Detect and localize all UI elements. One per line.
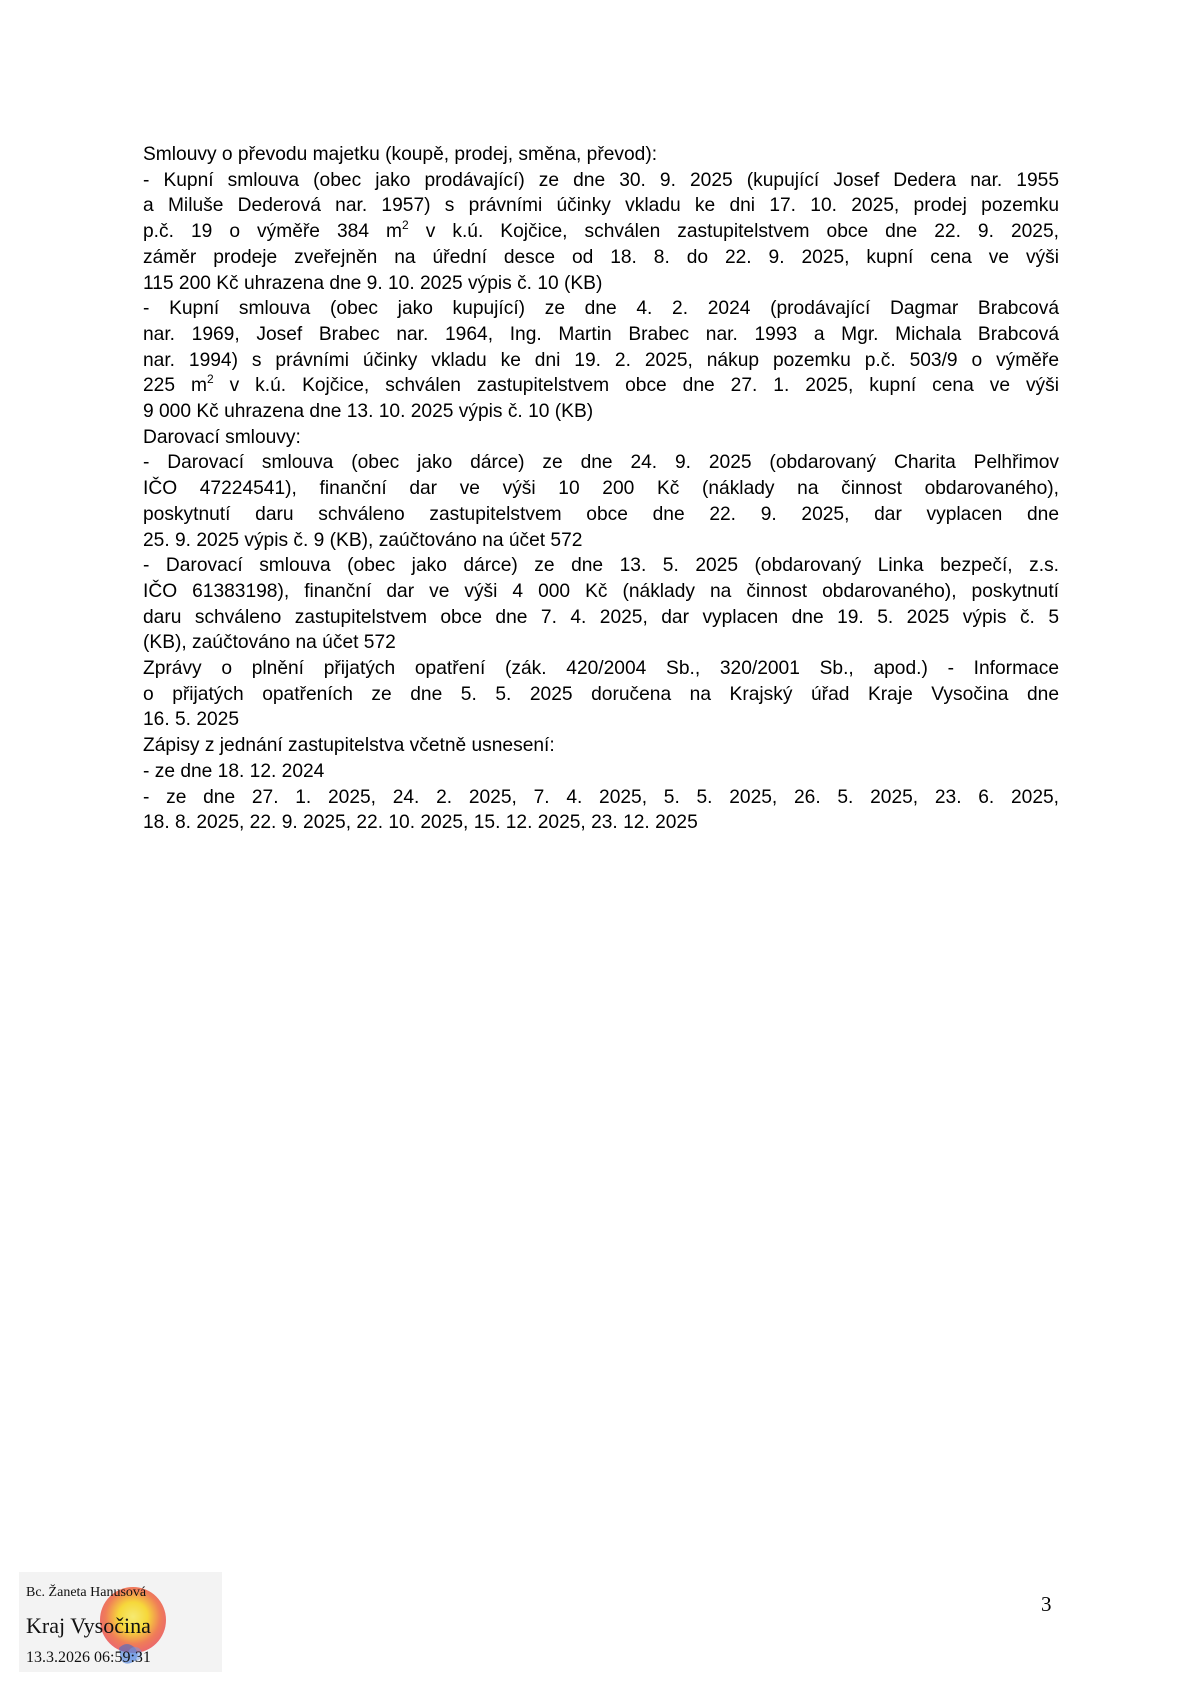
text-line [143,219,1059,245]
text-line: daru schváleno zastupitelstvem obce dne 7. 4. 2025, dar vyplacen dne 19. 5. 2025 výpis č. 5 [143,606,1059,628]
paragraph [143,656,1059,733]
text-line: 9 000 Kč uhrazena dne 13. 10. 2025 výpis č. 10 (KB) [143,401,594,423]
text-line: Smlouvy o převodu majetku (koupě, prodej, směna, převod): [143,144,658,165]
text-line: (KB), zaúčtováno na účet 572 [143,632,396,654]
text-segment: p.č. 19 o výměře 384 m [143,221,402,243]
paragraph [143,425,1059,451]
text-line: - Kupní smlouva (obec jako kupující) ze dne 4. 2. 2024 (prodávající Dagmar Brabcová [143,298,1059,320]
paragraph [143,785,1059,836]
superscript: 2 [206,372,214,387]
text-line: 25. 9. 2025 výpis č. 9 (KB), zaúčtováno na účet 572 [143,529,583,551]
superscript: 2 [402,218,409,233]
text-line: Zápisy z jednání zastupitelstva včetně usnesení: [143,735,555,757]
text-line: 115 200 Kč uhrazena dne 9. 10. 2025 výpis č. 10 (KB) [143,272,603,294]
paragraph [143,142,1059,168]
signature-datetime: 13.3.2026 06:59:31 [26,1649,151,1666]
text-line: IČO 61383198), finanční dar ve výši 4 000 Kč (náklady na činnost obdarovaného), poskytnutí [143,580,1059,602]
text-segment: v k.ú. Kojčice, schválen zastupitelstvem obce dne 27. 1. 2025, kupní cena ve výši [213,375,1060,397]
text-line: nar. 1969, Josef Brabec nar. 1964, Ing. Martin Brabec nar. 1993 a Mgr. Michala Brabcová [143,323,1059,345]
text-line: nar. 1994) s právními účinky vkladu ke dni 19. 2. 2025, nákup pozemku p.č. 503/9 o výměře [143,349,1059,371]
text-segment: v k.ú. Kojčice, schválen zastupitelstvem obce dne 22. 9. 2025, [408,221,1059,243]
text-line: - ze dne 18. 12. 2024 [143,760,325,782]
text-line: 18. 8. 2025, 22. 9. 2025, 22. 10. 2025, 15. 12. 2025, 23. 12. 2025 [143,812,698,834]
paragraph [143,553,1059,656]
signer-name: Bc. Žaneta Hanusová [26,1585,147,1600]
text-line: Zprávy o plnění přijatých opatření (zák. 420/2004 Sb., 320/2001 Sb., apod.) - Informace [143,658,1059,680]
page-number: 3 [1041,1592,1052,1616]
signer-organization: Kraj Vysočina [26,1613,151,1638]
paragraph [143,168,1059,297]
electronic-signature-stamp [19,1572,222,1672]
document-body [143,142,1059,836]
paragraph [143,296,1059,425]
text-line: záměr prodeje zveřejněn na úřední desce od 18. 8. do 22. 9. 2025, kupní cena ve výši [143,246,1059,268]
text-line: IČO 47224541), finanční dar ve výši 10 200 Kč (náklady na činnost obdarovaného), [143,478,1059,500]
text-line: o přijatých opatřeních ze dne 5. 5. 2025 doručena na Krajský úřad Kraje Vysočina dne [143,683,1059,705]
text-line: - Darovací smlouva (obec jako dárce) ze dne 13. 5. 2025 (obdarovaný Linka bezpečí, z.s. [143,555,1059,577]
text-line: Darovací smlouvy: [143,426,301,448]
text-segment: 225 m [143,375,207,397]
text-line: a Miluše Dederová nar. 1957) s právními účinky vkladu ke dni 17. 10. 2025, prodej pozemku [143,195,1059,217]
paragraph [143,450,1059,553]
text-line: - Kupní smlouva (obec jako prodávající) ze dne 30. 9. 2025 (kupující Josef Dedera nar. 1955 [143,169,1059,191]
text-line: - Darovací smlouva (obec jako dárce) ze dne 24. 9. 2025 (obdarovaný Charita Pelhřimov [143,452,1059,474]
text-line: 16. 5. 2025 [143,709,240,731]
text-line [143,373,1059,399]
text-line: - ze dne 27. 1. 2025, 24. 2. 2025, 7. 4. 2025, 5. 5. 2025, 26. 5. 2025, 23. 6. 2025, [143,786,1059,808]
paragraph [143,759,1059,785]
paragraph [143,733,1059,759]
text-line: poskytnutí daru schváleno zastupitelstvem obce dne 22. 9. 2025, dar vyplacen dne [143,503,1059,525]
